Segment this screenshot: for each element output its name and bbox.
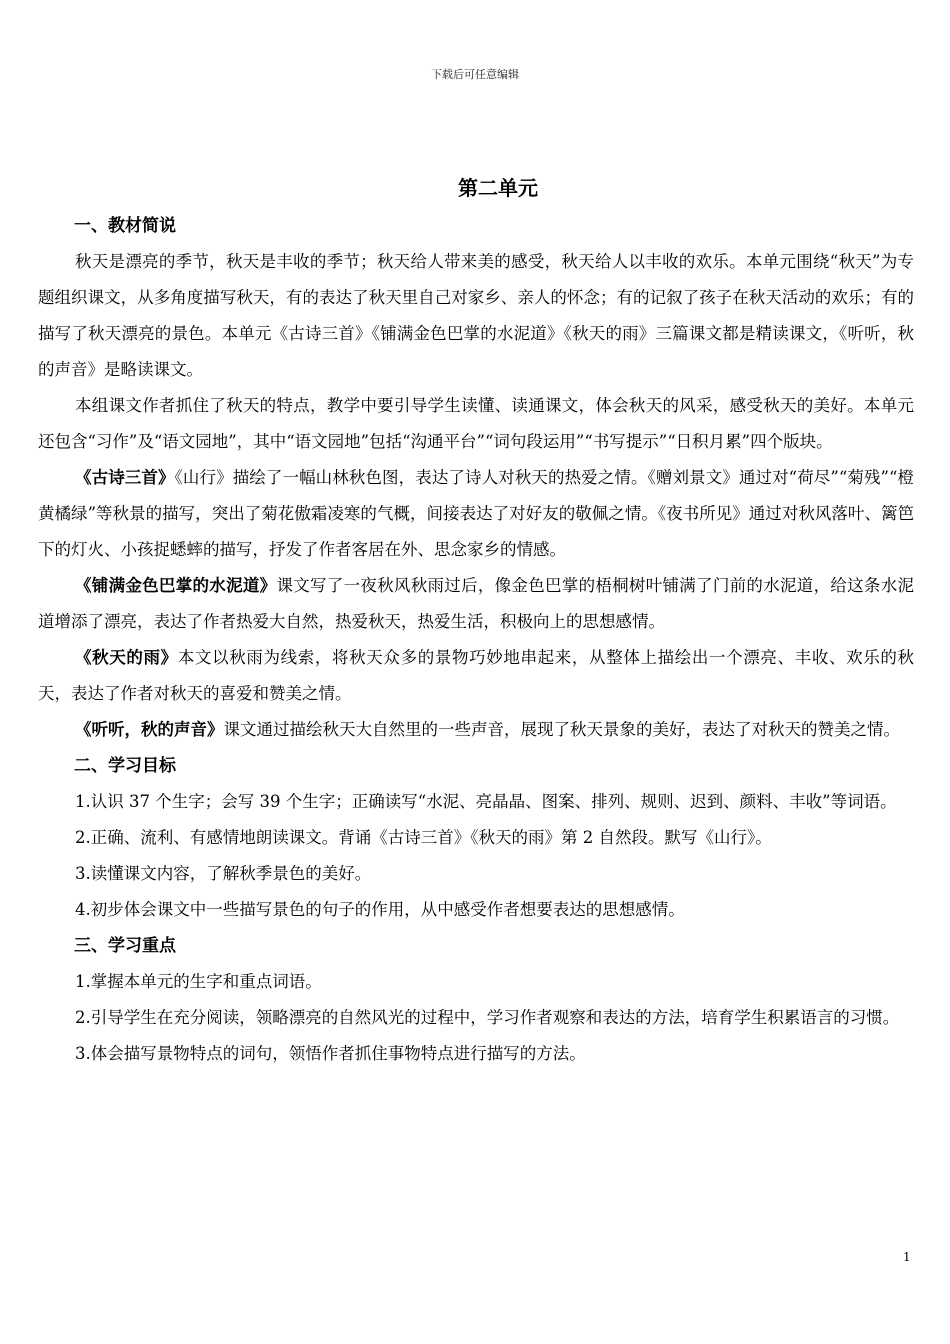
list-item: 4.初步体会课文中一些描写景色的句子的作用，从中感受作者想要表达的思想感情。 — [75, 900, 685, 919]
list-item: 2.引导学生在充分阅读，领略漂亮的自然风光的过程中，学习作者观察和表达的方法，培育学生积累语言的习惯。 — [75, 1008, 900, 1027]
list-item: 3.读懂课文内容，了解秋季景色的美好。 — [75, 864, 372, 883]
list-item: 2.正确、流利、有感情地朗读课文。背诵《古诗三首》《秋天的雨》第 2 自然段。默写《山行》。 — [75, 828, 772, 847]
paragraph-road — [38, 568, 914, 640]
paragraph-rain — [38, 640, 914, 712]
section-heading-goals: 二、学习目标 — [74, 756, 176, 776]
paragraph-sound — [38, 712, 914, 748]
document-body — [38, 168, 914, 1072]
lesson-title-bold: 《古诗三首》 — [75, 468, 175, 487]
lesson-title-bold: 《铺满金色巴掌的水泥道》 — [75, 576, 277, 595]
paragraph-text: 课文通过描绘秋天大自然里的一些声音，展现了秋天景象的美好，表达了对秋天的赞美之情。 — [223, 720, 900, 739]
header-note: 下载后可任意编辑 — [431, 68, 519, 81]
paragraph: 秋天是漂亮的季节，秋天是丰收的季节；秋天给人带来美的感受，秋天给人以丰收的欢乐。本单元围绕“秋天”为专题组织课文，从多角度描写秋天，有的表达了秋天里自己对家乡、亲人的怀念；有的记叙了孩子在秋天活动的欢乐；有的描写了秋天漂亮的景色。本单元《古诗三首》《铺满金色巴掌的水泥道》《秋天的雨》三篇课文都是精读课文，《听听，秋的声音》是略读课文。 — [38, 252, 914, 379]
section-heading-overview: 一、教材简说 — [74, 216, 176, 236]
list-item: 1.认识 37 个生字；会写 39 个生字；正确读写“水泥、亮晶晶、图案、排列、规则、迟到、颜料、丰收”等词语。 — [75, 792, 897, 811]
list-item: 3.体会描写景物特点的词句，领悟作者抓住事物特点进行描写的方法。 — [75, 1044, 586, 1063]
paragraph-text: 课文写了一夜秋风秋雨过后，像金色巴掌的梧桐树叶铺满了门前的水泥道，给这条水泥道增添了漂亮，表达了作者热爱大自然，热爱秋天，热爱生活，积极向上的思想感情。 — [38, 576, 915, 631]
section-heading-focus: 三、学习重点 — [74, 936, 176, 956]
paragraph-text: 《山行》描绘了一幅山林秋色图，表达了诗人对秋天的热爱之情。《赠刘景文》通过对“荷尽”“菊残”“橙黄橘绿”等秋景的描写，突出了菊花傲霜凌寒的气概，间接表达了对好友的敬佩之情。《夜书所见》通过对秋风落叶、篱笆下的灯火、小孩捉蟋蟀的描写，抒发了作者客居在外、思念家乡的情感。 — [38, 468, 915, 559]
list-item: 1.掌握本单元的生字和重点词语。 — [75, 972, 322, 991]
paragraph: 本组课文作者抓住了秋天的特点，教学中要引导学生读懂、读通课文，体会秋天的风采，感受秋天的美好。本单元还包含“习作”及“语文园地”，其中“语文园地”包括“沟通平台”“词句段运用”“书写提示”“日积月累”四个版块。 — [38, 396, 914, 451]
unit-title: 第二单元 — [458, 176, 538, 200]
paragraph-poems — [38, 460, 914, 568]
paragraph-text: 本文以秋雨为线索，将秋天众多的景物巧妙地串起来，从整体上描绘出一个漂亮、丰收、欢乐的秋天，表达了作者对秋天的喜爱和赞美之情。 — [38, 648, 915, 703]
page-number: 1 — [903, 1250, 911, 1264]
lesson-title-bold: 《听听，秋的声音》 — [75, 720, 224, 739]
lesson-title-bold: 《秋天的雨》 — [75, 648, 178, 667]
